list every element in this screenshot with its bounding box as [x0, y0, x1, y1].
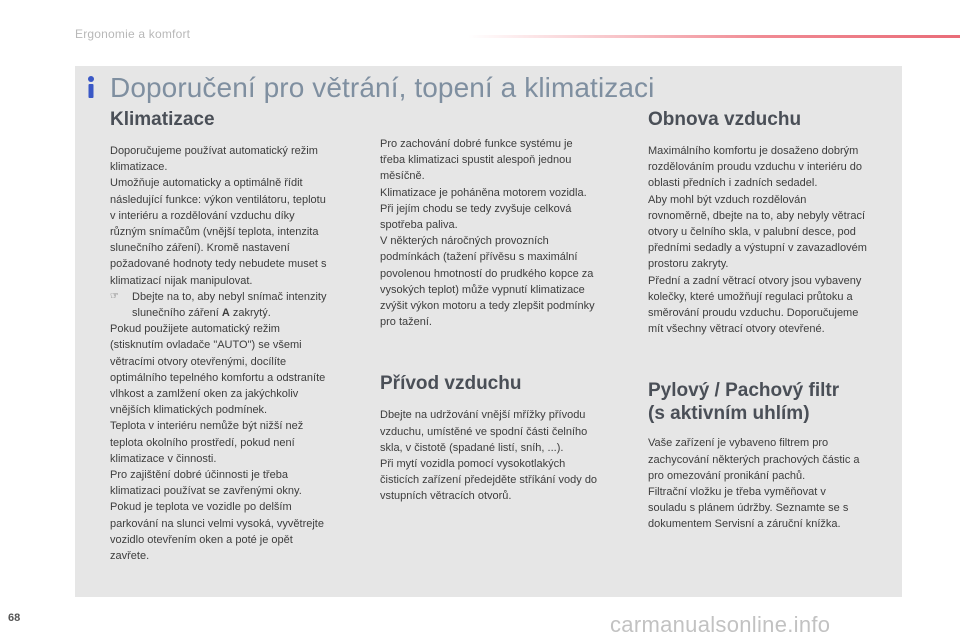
section-title: Ergonomie a komfort [75, 27, 191, 41]
column-klimatizace [110, 108, 360, 564]
text-line: vnějších klimatických podmínek. [110, 404, 268, 417]
obnova-vzduchu-body [648, 143, 898, 337]
text-line: pro tažení. [380, 316, 432, 329]
text-line: měsíčně. [380, 170, 425, 183]
text-line: (stisknutím ovladače "AUTO") se všemi [110, 339, 302, 352]
text-line: Pokud použijete automatický režim [110, 323, 280, 336]
text-line: rovnoměrně, dbejte na to, aby nebyly větrací [648, 209, 866, 222]
text-line: vysokých teplot) může vypnutí klimatizace [380, 283, 585, 296]
text-line: klimatizací nijak manipulovat. [110, 274, 253, 287]
text-line: vstupních větracích otvorů. [380, 490, 512, 503]
text-line: Aby mohl být vzduch rozdělován [648, 193, 807, 206]
text-line: předními sedadly a výstupní v zavazadlovém [648, 242, 867, 255]
klimatizace-continued [380, 136, 625, 330]
text-line: Umožňuje automaticky a optimálně řídit [110, 177, 303, 190]
text-line: Při mytí vozidla pomocí vysokotlakých [380, 458, 566, 471]
text-line: Dbejte na udržování vnější mřížky přívodu [380, 409, 586, 422]
text-line: prostoru zakryty. [648, 258, 729, 271]
text-line: slunečního záření). Kromě nastavení [110, 242, 290, 255]
bullet-line-end: zakrytý. [229, 307, 271, 320]
text-line: vozidlo otevřením oken a poté je opět [110, 533, 293, 546]
text-line: rozdělováním proudu vzduchu v interiéru do [648, 161, 863, 174]
text-line: oblasti předních i zadních sedadel. [648, 177, 818, 190]
heading-pylovy-filtr [648, 379, 898, 425]
heading-privod-vzduchu: Přívod vzduchu [380, 373, 522, 395]
text-line: čisticích zařízení předejděte stříkání vody do [380, 474, 598, 487]
text-line: Doporučujeme používat automatický režim [110, 145, 318, 157]
text-line: mít všechny větrací otvory otevřené. [648, 323, 825, 336]
text-line: v interiéru a rozdělování vzduchu díky [110, 209, 295, 222]
text-line: zvýšit výkon motoru a tedy zlepšit podmínky [380, 300, 595, 313]
text-line: Filtrační vložku je třeba vyměňovat v [648, 486, 826, 499]
klimatizace-body [110, 321, 360, 564]
text-line: zavřete. [110, 550, 150, 563]
watermark: carmanualsonline.info [610, 612, 831, 637]
header-accent-bar [468, 35, 960, 38]
text-line: Pro zajištění dobré účinnosti je třeba [110, 469, 288, 482]
text-line: větracími otvory otevřenými, docílíte [110, 355, 287, 368]
bullet-line: slunečního záření [132, 307, 222, 320]
text-line: parkování na slunci velmi vysoká, vyvětrejte [110, 517, 324, 530]
text-line: následující funkce: výkon ventilátoru, teplotu [110, 193, 326, 206]
text-line: vzduchu, umístěné ve spodní části čelního [380, 425, 588, 438]
heading-klimatizace: Klimatizace [110, 109, 215, 130]
text-line: Přední a zadní větrací otvory jsou vybaveny [648, 274, 862, 287]
column-middle [380, 136, 625, 505]
text-line: dokumentem Servisní a záruční knížka. [648, 518, 841, 531]
page-header [0, 0, 960, 40]
text-line: skla, v čistotě (spadané listí, sníh, ...). [380, 441, 564, 454]
text-line: spotřeba paliva. [380, 219, 458, 232]
text-line: Pro zachování dobré funkce systému je [380, 138, 573, 150]
bullet-line: Dbejte na to, aby nebyl snímač intenzity [132, 290, 327, 303]
bullet-arrow-icon: ☞ [110, 290, 119, 302]
text-line: vlhkost a zamlžení oken za jakýchkoliv [110, 388, 299, 401]
text-line: klimatizaci používat se zavřenými okny. [110, 485, 302, 498]
pylovy-filtr-body [648, 435, 898, 532]
text-line: Vaše zařízení je vybaveno filtrem pro [648, 437, 829, 450]
text-line: Při jejím chodu se tedy zvyšuje celková [380, 202, 572, 215]
text-line: zachycování některých prachových částic a [648, 453, 860, 466]
heading-line: (s aktivním uhlím) [648, 403, 810, 425]
text-line: povolenou hmotností do prudkého kopce za [380, 267, 594, 280]
page-title: Doporučení pro větrání, topení a klimatizaci [110, 72, 655, 103]
text-line: Maximálního komfortu je dosaženo dobrým [648, 145, 859, 157]
bullet-bold-letter: A [221, 307, 230, 320]
text-line: požadované hodnoty tedy nebudete muset s [110, 258, 327, 271]
klimatizace-intro [110, 143, 360, 289]
text-line: Teplota v interiéru nemůže být nižší než [110, 420, 304, 433]
heading-obnova-vzduchu: Obnova vzduchu [648, 109, 802, 130]
text-line: různým snímačům (vnější teplota, intenzita [110, 226, 319, 239]
bullet-item [110, 289, 360, 321]
text-line: třeba klimatizaci spustit alespoň jednou [380, 154, 572, 167]
text-line: souladu s plánem údržby. Seznamte se s [648, 502, 849, 515]
info-icon [84, 75, 98, 99]
text-line: V některých náročných provozních [380, 235, 549, 248]
text-line: klimatizace. [110, 161, 168, 174]
text-line: optimálního tepelného komfortu a odstraníte [110, 371, 326, 384]
text-line: Pokud je teplota ve vozidle po delším [110, 501, 292, 514]
text-line: podmínkách (tažení přívěsu s maximální [380, 251, 578, 264]
heading-line: Pylový / Pachový filtr [648, 380, 840, 402]
text-line: kolečky, které umožňují regulaci průtoku a [648, 290, 853, 303]
text-line: pro omezování pronikání pachů. [648, 469, 806, 482]
column-right [648, 108, 898, 533]
page-number: 68 [8, 612, 21, 624]
text-line: otvory u čelního skla, v palubní desce, pod [648, 226, 856, 239]
text-line: Klimatizace je poháněna motorem vozidla. [380, 186, 587, 199]
text-line: směrování proudu vzduchu. Doporučujeme [648, 307, 859, 320]
text-line: klimatizace v činnosti. [110, 452, 217, 465]
text-line: teplota okolního prostředí, pokud není [110, 436, 295, 449]
privod-vzduchu-body [380, 407, 625, 504]
